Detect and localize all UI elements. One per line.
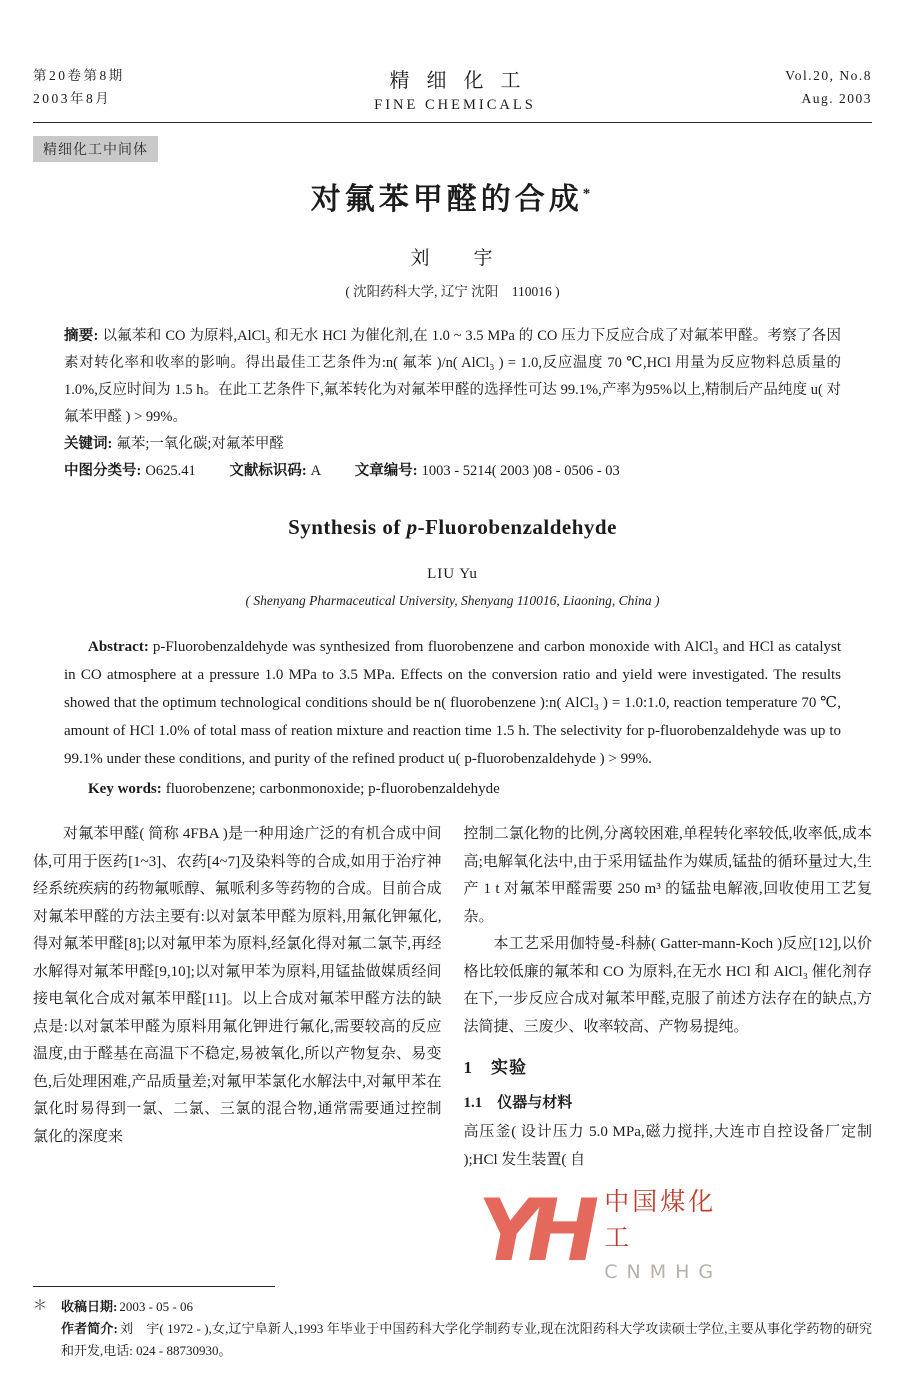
header-center xyxy=(372,64,537,114)
issue-number-en: Vol.20, No.8 xyxy=(785,68,872,83)
abstract-en-text: p-Fluorobenzaldehyde was synthesized from fluorobenzene and carbon monoxide with AlCl₃ and HCl as catalyst in CO atmosphere at a pressure 1.0 MPa to 3.5 MPa. Effects on the conversion ratio and yield were investigated. The results showed that the optimum technological conditions should be n( fluorobenzene ):n( AlCl₃ ) = 1.0:1.0, reaction temperature 70 ℃, amount of HCl 1.0% of total mass of reation mixture and reaction time 1.5 h. The selectivity for p-fluorobenzaldehyde was up to 99.1% under these conditions, and purity of the refined product u( p-fluorobenzaldehyde ) > 99%. xyxy=(64,639,841,767)
article-id: 文章编号: 1003 - 5214( 2003 )08 - 0506 - 03 xyxy=(354,463,620,479)
article-title-text: 对氟苯甲醛的合成 xyxy=(310,183,583,216)
abstract-en xyxy=(64,633,841,773)
left-column xyxy=(33,821,442,1174)
keywords-cn-text: 氟苯;一氧化碳;对氟苯甲醛 xyxy=(116,436,284,452)
author-affiliation-cn: ( 沈阳药科大学, 辽宁 沈阳 110016 ) xyxy=(345,284,560,299)
subsection-heading-instruments: 1.1 仪器与材料 xyxy=(463,1094,573,1111)
column-badge: 精细化工中间体 xyxy=(33,136,158,162)
footnote-area xyxy=(33,1286,872,1362)
keywords-en-label: Key words: xyxy=(88,781,162,797)
keywords-cn xyxy=(64,431,841,458)
footnote-divider xyxy=(33,1286,275,1287)
abstract-en-label: Abstract: xyxy=(88,639,149,655)
title-italic-p: p xyxy=(406,515,418,539)
watermark-brand-en: CNMHG xyxy=(604,1260,723,1283)
header-divider xyxy=(33,122,872,123)
process-paragraph: 本工艺采用伽特曼-科赫( Gatter-mann-Koch )反应[12],以价格比较低廉的氟苯和 CO 为原料,在无水 HCl 和 AlCl₃ 催化剂存在下,一步反应合成对氟苯甲醛,克服了前述方法存在的缺点,方法简捷、三废少、收率较高、产物易提纯。 xyxy=(463,936,872,1035)
classification-line xyxy=(64,458,841,485)
footnote-mark: ＊ xyxy=(33,1299,47,1314)
author-name-en: LIU Yu xyxy=(427,566,478,582)
header-left xyxy=(33,64,125,110)
watermark-text xyxy=(604,1182,736,1283)
watermark-logo-icon: YH xyxy=(478,1181,587,1282)
abstract-cn-label: 摘要: xyxy=(64,328,99,344)
journal-title-en: FINE CHEMICALS xyxy=(374,97,536,113)
keywords-en xyxy=(64,775,841,803)
document-code: 文献标识码: A xyxy=(229,463,322,479)
watermark-brand-cn: 中国煤化工 xyxy=(604,1187,717,1252)
keywords-cn-label: 关键词: xyxy=(64,436,113,452)
right-column xyxy=(464,821,873,1174)
author-name-cn: 刘 宇 xyxy=(410,248,495,269)
clc-number: 中图分类号: O625.41 xyxy=(64,463,196,479)
received-date-line: 收稿日期: 2003 - 05 - 06 xyxy=(61,1299,194,1314)
abstract-cn xyxy=(64,323,841,431)
footnote-content xyxy=(61,1296,872,1362)
journal-header xyxy=(33,64,872,114)
issue-date-en: Aug. 2003 xyxy=(801,91,872,106)
author-bio-line: 作者简介: 刘 宇( 1972 - ),女,辽宁阜新人,1993 年毕业于中国药科大学化学制药专业,现在沈阳药科大学攻读硕士学位,主要从事化学药物的研究和开发,电话: 024 - 88730930。 xyxy=(61,1321,872,1358)
issue-number-cn: 第20卷第8期 xyxy=(33,68,125,83)
article-title-en: Synthesis of p-Fluorobenzaldehyde xyxy=(288,515,617,539)
section-heading-experiment: 1 实验 xyxy=(463,1058,527,1077)
watermark xyxy=(478,1176,736,1288)
keywords-en-text: fluorobenzene; carbonmonoxide; p-fluorobenzaldehyde xyxy=(165,781,500,797)
intro-paragraph: 对氟苯甲醛( 简称 4FBA )是一种用途广泛的有机合成中间体,可用于医药[1~3]、农药[4~7]及染料等的合成,如用于治疗神经系统疾病的药物氟哌醇、氟哌利多等药物的合成。目前合成对氟苯甲醛的方法主要有:以对氯苯甲醛为原料,用氟化钾氟化,得对氟苯甲醛[8];以对氟甲苯为原料,经氯化得对氟二氯苄,再经水解得对氟苯甲醛[9,10];以对氟甲苯为原料,用锰盐做媒质经间接电氧化合成对氟苯甲醛[11]。以上合成对氟苯甲醛方法的缺点是:以对氯苯甲醛为原料用氟化钾进行氟化,需要较高的反应温度,由于醛基在高温下不稳定,易被氧化,所以产物复杂、易变色,后处理困难,产品质量差;对氟甲苯氯化水解法中,对氟甲苯在氯化时易得到一氯、二氯、三氯的混合物,通常需要通过控制氯化的深度来 xyxy=(33,826,442,1145)
author-affiliation-en: ( Shenyang Pharmaceutical University, Shenyang 110016, Liaoning, China ) xyxy=(245,593,660,608)
title-footnote-mark: * xyxy=(582,186,595,202)
footnote-row xyxy=(33,1296,872,1362)
journal-title-cn: 精细化工 xyxy=(389,70,538,92)
instruments-paragraph: 高压釜( 设计压力 5.0 MPa,磁力搅拌,大连市自控设备厂定制 );HCl 发生装置( 自 xyxy=(463,1124,872,1168)
issue-date-cn: 2003年8月 xyxy=(33,91,112,106)
article-title-cn xyxy=(33,174,872,218)
abstract-cn-text: 以氟苯和 CO 为原料,AlCl₃ 和无水 HCl 为催化剂,在 1.0 ~ 3.5 MPa 的 CO 压力下反应合成了对氟苯甲醛。考察了各因素对转化率和收率的影响。得出最佳工艺条件为:n( 氟苯 )/n( AlCl₃ ) = 1.0,反应温度 70 ℃,HCl 用量为反应物料总质量的 1.0%,反应时间为 1.5 h。在此工艺条件下,氟苯转化为对氟苯甲醛的选择性可达 99.1%,产率为95%以上,精制后产品纯度 u( 对氟苯甲醛 ) > 99%。 xyxy=(64,328,841,425)
header-right xyxy=(785,64,872,110)
intro-paragraph-continued: 控制二氯化物的比例,分离较困难,单程转化率较低,收率低,成本高;电解氧化法中,由于采用锰盐作为媒质,锰盐的循环量过大,生产 1 t 对氟苯甲醛需要 250 m³ 的锰盐电解液,回收使用工艺复杂。 xyxy=(463,826,872,925)
body-columns xyxy=(33,821,872,1174)
